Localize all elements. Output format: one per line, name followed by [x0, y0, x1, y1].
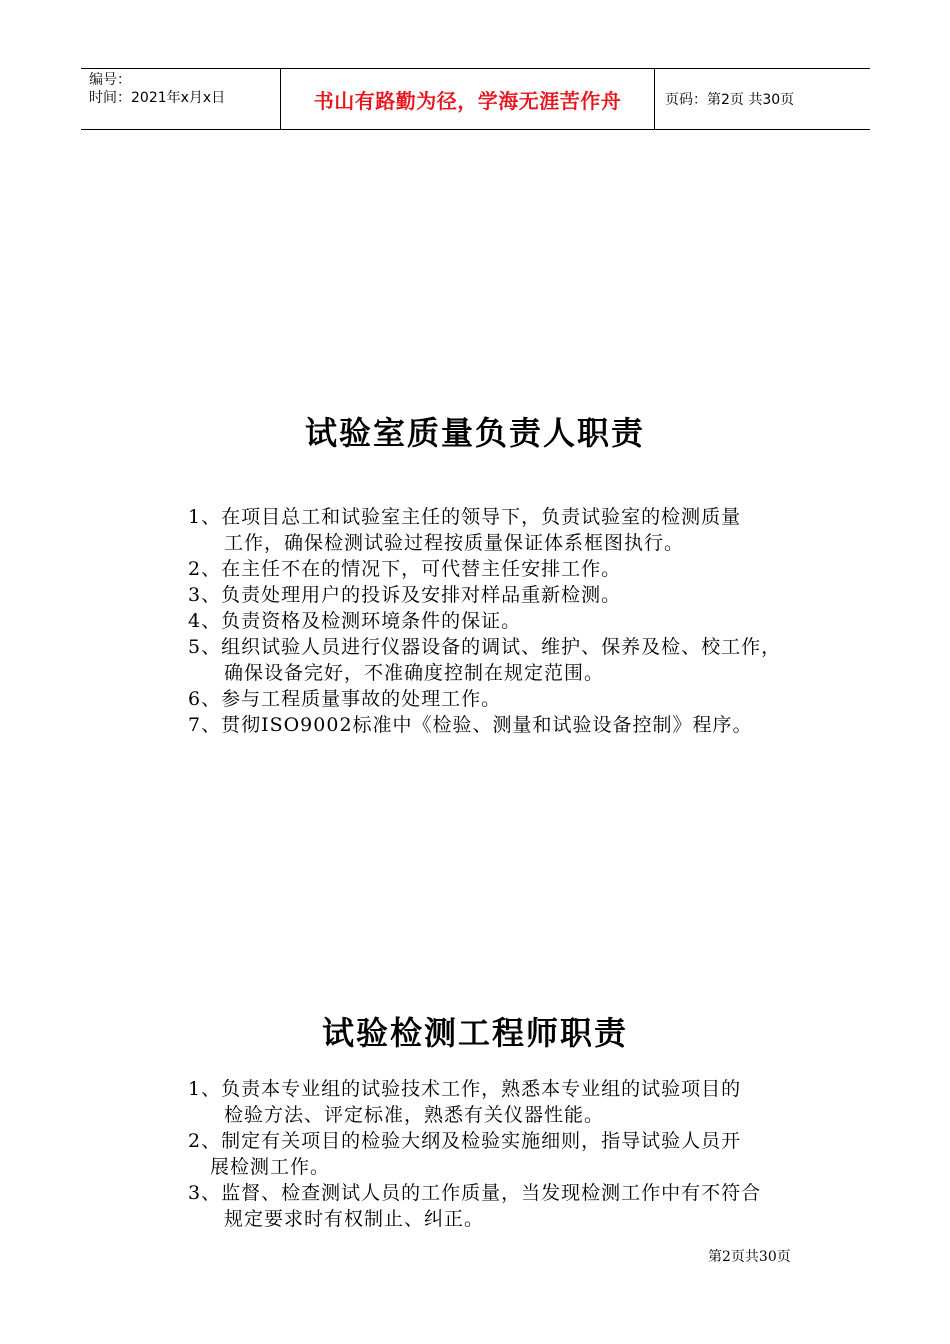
list-item	[188, 1128, 828, 1180]
list-item-line-continued: 规定要求时有权制止、纠正。	[224, 1208, 485, 1230]
list-item	[188, 504, 828, 556]
test-engineer-duties-list	[188, 1076, 828, 1232]
document-number-label: 编号：	[89, 72, 131, 88]
list-item-line-continued: 检验方法、评定标准，熟悉有关仪器性能。	[224, 1104, 605, 1126]
list-item	[188, 1076, 828, 1128]
list-item	[188, 686, 828, 712]
list-item-line-continued: 确保设备完好，不准确度控制在规定范围。	[224, 662, 605, 684]
list-item-line: 7、贯彻ISO9002标准中《检验、测量和试验设备控制》程序。	[188, 714, 753, 736]
quality-lead-duties-list	[188, 504, 828, 738]
list-item-line: 4、负责资格及检测环境条件的保证。	[188, 610, 522, 632]
list-item	[188, 556, 828, 582]
header-meta	[81, 69, 281, 129]
list-item-line: 5、组织试验人员进行仪器设备的调试、维护、保养及检、校工作，	[188, 636, 782, 658]
list-item-line: 3、负责处理用户的投诉及安排对样品重新检测。	[188, 584, 622, 606]
list-item	[188, 582, 828, 608]
list-item-line-continued: 工作，确保检测试验过程按质量保证体系框图执行。	[224, 532, 685, 554]
document-time-label: 时间：2021年x月x日	[89, 90, 226, 106]
page-footer: 第2页共30页	[708, 1249, 791, 1265]
list-item	[188, 712, 828, 738]
list-item-line: 1、在项目总工和试验室主任的领导下，负责试验室的检测质量	[188, 506, 742, 528]
list-item	[188, 608, 828, 634]
section-title-quality-lead: 试验室质量负责人职责	[304, 414, 645, 452]
page-header	[81, 68, 870, 130]
list-item-line: 1、负责本专业组的试验技术工作，熟悉本专业组的试验项目的	[188, 1078, 742, 1100]
list-item-line: 6、参与工程质量事故的处理工作。	[188, 688, 502, 710]
list-item-line: 2、在主任不在的情况下，可代替主任安排工作。	[188, 558, 622, 580]
list-item-line: 3、监督、检查测试人员的工作质量，当发现检测工作中有不符合	[188, 1182, 762, 1204]
list-item	[188, 1180, 828, 1232]
section-title-test-engineer: 试验检测工程师职责	[321, 1014, 628, 1052]
header-motto: 书山有路勤为径，学海无涯苦作舟	[281, 69, 655, 129]
list-item-line-continued: 展检测工作。	[210, 1156, 331, 1178]
header-page-info: 页码：第2页 共30页	[665, 92, 795, 108]
list-item-line: 2、制定有关项目的检验大纲及检验实施细则，指导试验人员开	[188, 1130, 742, 1152]
list-item	[188, 634, 828, 686]
